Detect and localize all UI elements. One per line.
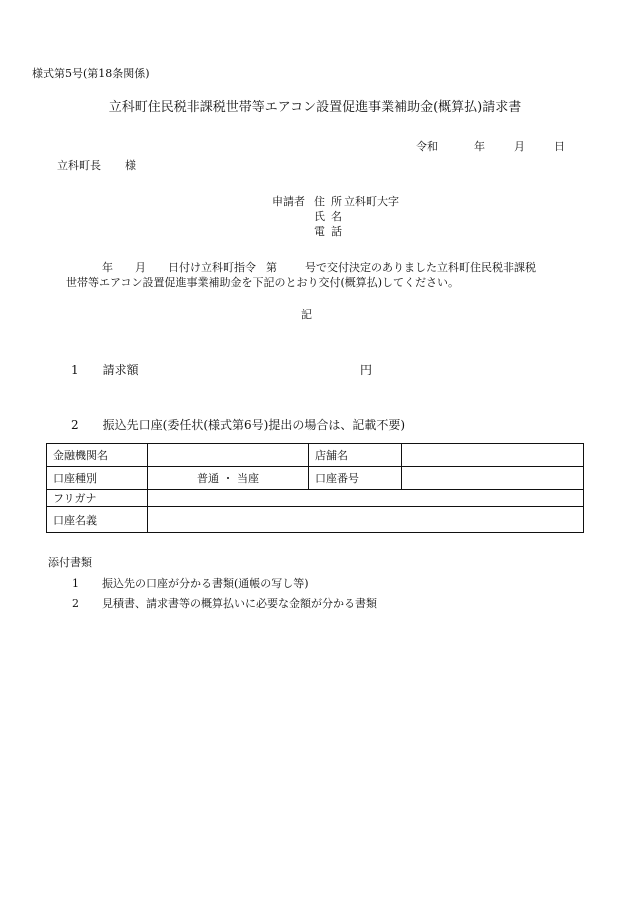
attachment-text: 見積書、請求書等の概算払いに必要な金額が分かる書類 <box>102 597 377 610</box>
applicant-lead: 申請者 <box>272 195 305 208</box>
request-body-text <box>66 260 536 290</box>
name-label: 氏名 <box>314 210 348 223</box>
addressee-name: 立科町長 <box>57 159 101 172</box>
furigana-label: フリガナ <box>47 490 148 507</box>
claim-amount-label: 請求額 <box>102 363 139 377</box>
branch-name-field[interactable] <box>402 444 584 467</box>
body-line-2: 世帯等エアコン設置促進事業補助金を下記のとおり交付(概算払)してください。 <box>66 276 460 289</box>
branch-name-label: 店舗名 <box>309 444 402 467</box>
attachment-number: 1 <box>72 577 79 590</box>
body-decision-text: 号で交付決定のありました立科町住民税非課税 <box>305 261 536 274</box>
date-day-unit: 日 <box>554 140 565 153</box>
body-month-unit: 月 <box>135 261 146 274</box>
attachment-text: 振込先の口座が分かる書類(通帳の写し等) <box>102 577 309 590</box>
body-dai: 第 <box>266 261 277 274</box>
furigana-row <box>47 490 584 507</box>
address-value: 立科町大字 <box>344 195 399 208</box>
ki-heading: 記 <box>301 308 312 321</box>
item2-number: 2 <box>71 418 79 432</box>
account-holder-field[interactable] <box>148 507 584 533</box>
addressee <box>57 160 136 171</box>
claim-amount-row <box>71 364 139 376</box>
applicant-name-row <box>272 209 399 224</box>
bank-account-table <box>46 443 584 533</box>
address-label: 住所 <box>314 195 348 208</box>
attachments-list <box>72 574 377 614</box>
applicant-address-row <box>272 194 399 209</box>
yen-unit: 円 <box>360 363 373 377</box>
attachment-item <box>72 594 377 614</box>
date-era: 令和 <box>416 140 438 153</box>
bank-name-label: 金融機関名 <box>47 444 148 467</box>
account-type-options[interactable]: 普通 ・ 当座 <box>148 467 309 490</box>
furigana-field[interactable] <box>148 490 584 507</box>
account-number-label: 口座番号 <box>309 467 402 490</box>
date-year-unit: 年 <box>474 140 485 153</box>
account-type-label: 口座種別 <box>47 467 148 490</box>
form-number: 様式第5号(第18条関係) <box>32 67 150 80</box>
body-year-unit: 年 <box>102 261 113 274</box>
account-number-field[interactable] <box>402 467 584 490</box>
date-line <box>416 141 565 152</box>
account-type-row <box>47 467 584 490</box>
date-month-unit: 月 <box>514 140 525 153</box>
bank-account-label: 振込先口座(委任状(様式第6号)提出の場合は、記載不要) <box>102 418 406 432</box>
attachment-item <box>72 574 377 594</box>
attachment-number: 2 <box>72 597 79 610</box>
addressee-honorific: 様 <box>125 159 136 172</box>
bank-account-heading <box>71 419 405 431</box>
account-holder-label: 口座名義 <box>47 507 148 533</box>
account-holder-row <box>47 507 584 533</box>
body-line-1 <box>66 260 536 275</box>
bank-name-row <box>47 444 584 467</box>
bank-name-field[interactable] <box>148 444 309 467</box>
item1-number: 1 <box>71 363 79 377</box>
body-decision-date-text: 日付け立科町指令 <box>168 261 256 274</box>
document-title: 立科町住民税非課税世帯等エアコン設置促進事業補助金(概算払)請求書 <box>108 100 522 115</box>
applicant-phone-row <box>272 224 399 239</box>
phone-label: 電話 <box>314 225 348 238</box>
applicant-block <box>272 194 399 239</box>
attachments-title: 添付書類 <box>48 556 92 569</box>
